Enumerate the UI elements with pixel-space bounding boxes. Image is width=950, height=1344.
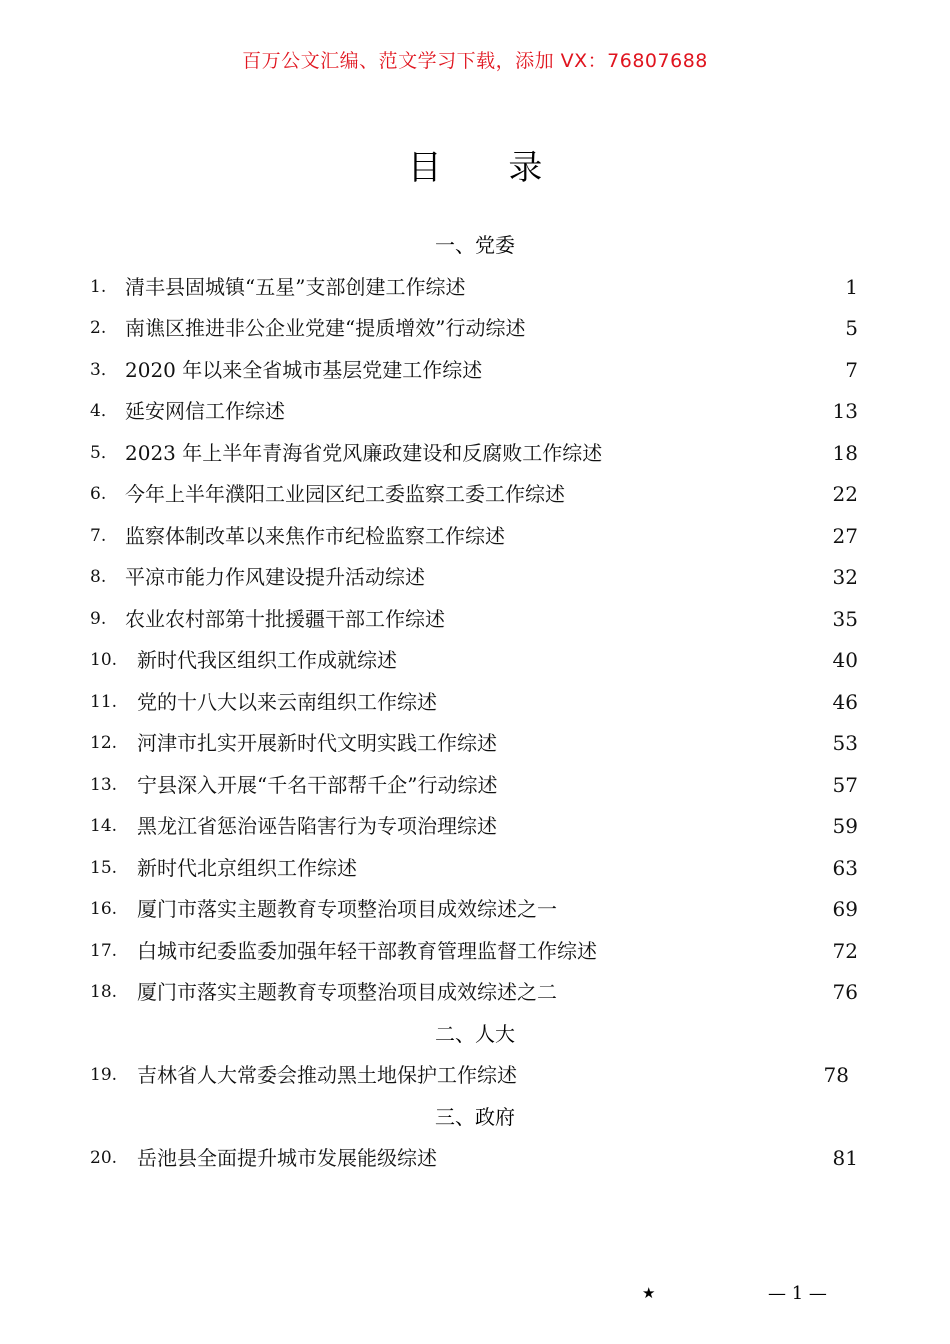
entry-title: 宁县深入开展“千名干部帮千企”行动综述 <box>137 772 498 797</box>
entry-number: 19. <box>90 1065 118 1085</box>
entry-page: 57 <box>832 772 858 797</box>
toc-entry[interactable] <box>0 474 950 516</box>
entry-page: 18 <box>832 440 858 465</box>
entry-page: 59 <box>832 814 858 838</box>
toc-entry[interactable] <box>0 972 950 1014</box>
entry-title: 农业农村部第十批援疆干部工作综述 <box>125 606 445 631</box>
toc-entry[interactable] <box>0 765 950 807</box>
entry-number: 7. <box>90 525 107 546</box>
page-number: — 1 — <box>768 1283 827 1304</box>
entry-number: 10. <box>90 650 118 670</box>
entry-title: 党的十八大以来云南组织工作综述 <box>137 689 437 714</box>
toc-entry[interactable] <box>0 682 950 724</box>
toc-entry[interactable] <box>0 723 950 765</box>
entry-page: 13 <box>832 399 858 423</box>
toc-entry[interactable] <box>0 599 950 641</box>
entry-title: 今年上半年濮阳工业园区纪工委监察工委工作综述 <box>125 482 565 506</box>
entry-page: 22 <box>832 482 858 506</box>
entry-number: 8. <box>90 567 107 587</box>
entry-title: 黑龙江省惩治诬告陷害行为专项治理综述 <box>137 814 497 838</box>
entry-number: 1. <box>90 276 107 297</box>
section-heading: 一、党委 <box>435 233 515 257</box>
entry-page: 69 <box>832 897 858 921</box>
toc-entry[interactable] <box>0 848 950 890</box>
page-title: 目 录 <box>407 148 571 188</box>
entry-page: 72 <box>832 938 858 963</box>
watermark-banner: 百万公文汇编、范文学习下载，添加 VX：76807688 <box>242 50 708 72</box>
entry-number: 3． <box>90 359 118 380</box>
toc-entry[interactable] <box>0 889 950 931</box>
toc-entry[interactable] <box>0 640 950 682</box>
entry-page: 1 <box>845 274 858 299</box>
star-icon: ★ <box>642 1284 656 1302</box>
entry-number: 20. <box>90 1148 118 1168</box>
entry-number: 4． <box>90 401 118 421</box>
section-heading: 三、政府 <box>435 1104 515 1129</box>
entry-page: 63 <box>832 855 858 880</box>
toc-entry[interactable] <box>0 931 950 973</box>
toc-entry[interactable] <box>0 1055 950 1097</box>
entry-number: 15. <box>90 857 118 878</box>
entry-title: 2020 年以来全省城市基层党建工作综述 <box>125 357 483 382</box>
entry-number: 11. <box>90 691 118 712</box>
entry-title: 监察体制改革以来焦作市纪检监察工作综述 <box>125 523 505 548</box>
toc-entry[interactable] <box>0 516 950 558</box>
entry-number: 17. <box>90 940 118 961</box>
table-of-contents <box>0 225 950 1180</box>
entry-title: 清丰县固城镇“五星”支部创建工作综述 <box>125 274 466 299</box>
entry-title: 白城市纪委监委加强年轻干部教育管理监督工作综述 <box>137 938 597 963</box>
entry-page: 81 <box>832 1146 858 1170</box>
entry-title: 2023 年上半年青海省党风廉政建设和反腐败工作综述 <box>125 440 603 465</box>
entry-number: 12. <box>90 733 118 753</box>
toc-entry[interactable] <box>0 806 950 848</box>
entry-page: 7 <box>845 357 858 382</box>
entry-title: 吉林省人大常委会推动黑土地保护工作综述 <box>137 1063 517 1087</box>
entry-number: 9. <box>90 608 107 629</box>
entry-title: 南谯区推进非公企业党建“提质增效”行动综述 <box>125 316 526 340</box>
entry-title: 平凉市能力作风建设提升活动综述 <box>125 565 425 589</box>
entry-title: 厦门市落实主题教育专项整治项目成效综述之一 <box>137 897 557 921</box>
entry-title: 河津市扎实开展新时代文明实践工作综述 <box>137 731 497 755</box>
toc-entry[interactable] <box>0 391 950 433</box>
entry-page: 40 <box>832 648 858 672</box>
entry-page: 32 <box>832 565 858 589</box>
entry-page: 76 <box>832 980 858 1004</box>
entry-number: 13. <box>90 774 118 795</box>
entry-title: 岳池县全面提升城市发展能级综述 <box>137 1146 437 1170</box>
toc-entry[interactable] <box>0 267 950 309</box>
toc-entry[interactable] <box>0 557 950 599</box>
entry-page: 53 <box>832 731 858 755</box>
entry-number: 5． <box>90 442 118 463</box>
entry-number: 14. <box>90 816 118 836</box>
section-heading: 二、人大 <box>435 1021 515 1046</box>
entry-number: 2. <box>90 318 107 338</box>
entry-title: 厦门市落实主题教育专项整治项目成效综述之二 <box>137 980 557 1004</box>
entry-number: 6. <box>90 484 107 504</box>
entry-page: 78 <box>823 1063 849 1087</box>
toc-entry[interactable] <box>0 433 950 475</box>
entry-number: 18. <box>90 982 118 1002</box>
entry-page: 35 <box>832 606 858 631</box>
entry-page: 5 <box>845 316 858 340</box>
entry-title: 延安网信工作综述 <box>125 399 285 423</box>
entry-page: 46 <box>832 689 858 714</box>
entry-number: 16. <box>90 899 118 919</box>
entry-page: 27 <box>832 523 858 548</box>
entry-title: 新时代北京组织工作综述 <box>137 855 357 880</box>
entry-title: 新时代我区组织工作成就综述 <box>137 648 397 672</box>
toc-entry[interactable] <box>0 1138 950 1180</box>
toc-entry[interactable] <box>0 350 950 392</box>
toc-entry[interactable] <box>0 308 950 350</box>
